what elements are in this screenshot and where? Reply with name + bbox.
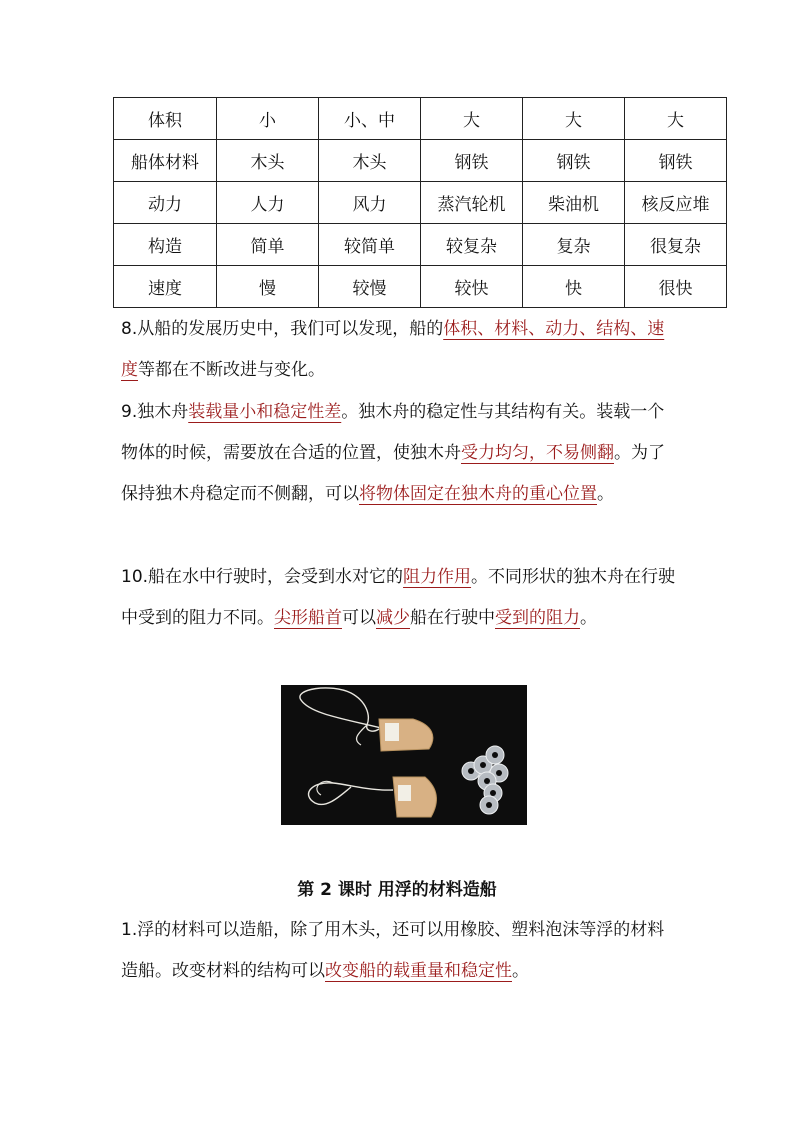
text: 。独木舟的稳定性与其结构有关。装载一个物体的时候，需要放在合适的位置，使独木舟 bbox=[121, 402, 665, 463]
table-cell: 木头 bbox=[217, 140, 319, 182]
row-header-cell: 船体材料 bbox=[114, 140, 217, 182]
answer-blank: 减少 bbox=[376, 608, 410, 628]
answer-blank: 将物体固定在独木舟的重心位置 bbox=[359, 484, 597, 504]
text: 8.从船的发展历史中，我们可以发现，船的 bbox=[121, 319, 444, 339]
answer-blank: 阻力作用 bbox=[403, 567, 472, 587]
text: 船在行驶中 bbox=[410, 608, 495, 628]
table-cell: 大 bbox=[523, 98, 625, 140]
answer-blank: 受到的阻力 bbox=[495, 608, 580, 628]
table-cell: 人力 bbox=[217, 182, 319, 224]
text: 10.船在水中行驶时，会受到水对它的 bbox=[121, 567, 404, 587]
answer-blank: 尖形船首 bbox=[274, 608, 342, 628]
row-header-cell: 构造 bbox=[114, 224, 217, 266]
table-cell: 较快 bbox=[421, 266, 523, 308]
table-cell: 钢铁 bbox=[625, 140, 727, 182]
table-cell: 很快 bbox=[625, 266, 727, 308]
table-cell: 钢铁 bbox=[421, 140, 523, 182]
table-cell: 简单 bbox=[217, 224, 319, 266]
table-row bbox=[114, 266, 727, 308]
table-row bbox=[114, 140, 727, 182]
table-cell: 较简单 bbox=[319, 224, 421, 266]
table-cell: 较复杂 bbox=[421, 224, 523, 266]
table-cell: 较慢 bbox=[319, 266, 421, 308]
table-cell: 风力 bbox=[319, 182, 421, 224]
answer-blank: 改变船的载重量和稳定性 bbox=[325, 961, 512, 981]
text: 1.浮的材料可以造船，除了用木头，还可以用橡胶、塑料泡沫等浮的材料造船。改变材料的结构可以 bbox=[121, 920, 665, 981]
table-row bbox=[114, 98, 727, 140]
boat-comparison-table bbox=[113, 97, 727, 308]
table-body bbox=[114, 98, 727, 308]
paragraph-9 bbox=[121, 392, 681, 515]
table-cell: 核反应堆 bbox=[625, 182, 727, 224]
answer-blank: 装载量小和稳定性差 bbox=[188, 402, 342, 422]
table-cell: 钢铁 bbox=[523, 140, 625, 182]
table-cell: 蒸汽轮机 bbox=[421, 182, 523, 224]
table-cell: 快 bbox=[523, 266, 625, 308]
text: 。不同形状的独木舟在行驶中受到的阻力不同。 bbox=[121, 567, 676, 628]
text: 可以 bbox=[342, 608, 376, 628]
row-header-cell: 动力 bbox=[114, 182, 217, 224]
text: 。为了保持独木舟稳定而不侧翻，可以 bbox=[121, 443, 665, 504]
table-cell: 小 bbox=[217, 98, 319, 140]
row-header-cell: 体积 bbox=[114, 98, 217, 140]
table-cell: 很复杂 bbox=[625, 224, 727, 266]
canoe-photo-illustration bbox=[281, 685, 527, 825]
answer-blank: 受力均匀，不易侧翻 bbox=[461, 443, 614, 463]
text: 。 bbox=[580, 608, 597, 628]
lesson-heading: 第 2 课时 用浮的材料造船 bbox=[297, 880, 497, 900]
table-cell: 大 bbox=[625, 98, 727, 140]
row-header-cell: 速度 bbox=[114, 266, 217, 308]
text: 。 bbox=[597, 484, 614, 504]
table-row bbox=[114, 182, 727, 224]
paragraph-10 bbox=[121, 557, 681, 639]
answer-blank: 体积、材料、动力、结构、速度 bbox=[121, 319, 665, 380]
table-cell: 柴油机 bbox=[523, 182, 625, 224]
text: 9.独木舟 bbox=[121, 402, 189, 422]
text: 。 bbox=[512, 961, 529, 981]
table-cell: 大 bbox=[421, 98, 523, 140]
canoe-models-photo bbox=[281, 685, 527, 825]
paragraph-8 bbox=[121, 309, 681, 391]
text: 等都在不断改进与变化。 bbox=[138, 360, 325, 380]
table-cell: 小、中 bbox=[319, 98, 421, 140]
table-row bbox=[114, 224, 727, 266]
table-cell: 慢 bbox=[217, 266, 319, 308]
paragraph-1 bbox=[121, 910, 681, 992]
table-cell: 复杂 bbox=[523, 224, 625, 266]
table-cell: 木头 bbox=[319, 140, 421, 182]
